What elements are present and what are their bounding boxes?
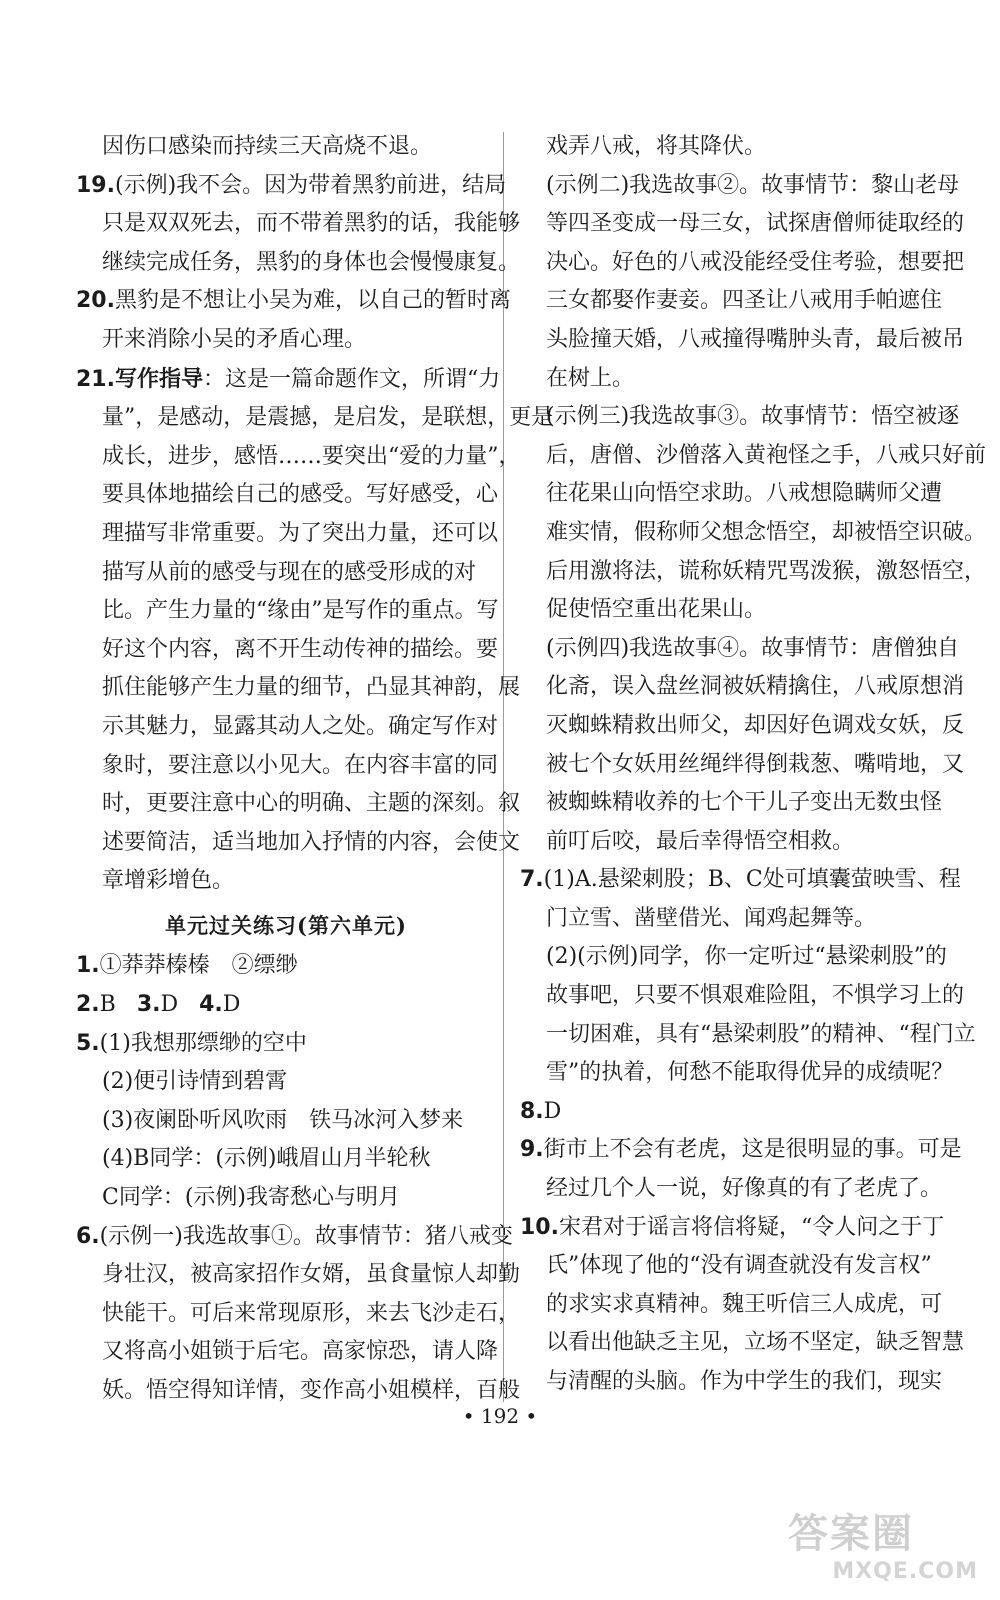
example-4-line: 灭蜘蛛精救出师父，却因好色调戏女妖，反 [546, 712, 965, 738]
example-3-line: (示例三)我选故事③。故事情节：悟空被逐 [546, 404, 960, 430]
answer-21-line: 理描写非常重要。为了突出力量，还可以 [102, 520, 499, 546]
answer-5 [76, 1025, 496, 1218]
example-3-line: 促使悟空重出花果山。 [546, 597, 767, 623]
answer-19-line: 继续完成任务，黑豹的身体也会慢慢康复。 [102, 249, 521, 275]
answer-21-line: 比。产生力量的“缘由”是写作的重点。写 [102, 598, 499, 624]
answers-2-to-4 [76, 986, 496, 1025]
answer-6-example-3 [520, 398, 987, 630]
example-4-line: 前叮后咬，最后幸得悟空相救。 [546, 828, 855, 854]
answer-20 [76, 282, 511, 359]
answer-1-text: ①莽莽榛榛 ②缥缈 [99, 953, 298, 979]
example-2-line: 等四圣变成一母三女，试探唐僧师徒取经的 [546, 211, 965, 237]
answer-21-line: 抓住能够产生力量的细节，凸显其神韵，展 [102, 675, 521, 701]
example-2-line: 决心。好色的八戒没能经受住考验，想要把 [546, 249, 965, 275]
answer-1 [76, 947, 496, 986]
answer-5-line: (1)我想那缥缈的空中 [99, 1030, 307, 1056]
answer-21-line: ：这是一篇命题作文，所谓“力 [203, 366, 501, 392]
answer-6-number: 6. [76, 1223, 100, 1249]
answer-2-number: 2. [76, 992, 100, 1018]
answer-21-line: 示其魅力，显露其动人之处。确定写作对 [102, 713, 499, 739]
answer-21-line: 好这个内容，离不开生动传神的描绘。要 [102, 636, 499, 662]
section-title: 单元过关练习(第六单元) [165, 912, 407, 938]
answer-19-number: 19. [76, 172, 115, 198]
column-divider [503, 132, 504, 1402]
answer-10-line: 与清醒的头脑。作为中学生的我们，现实 [546, 1369, 943, 1394]
answer-5-number: 5. [76, 1030, 100, 1056]
answer-5-line: (4)B同学：(示例)峨眉山月半轮秋 [102, 1146, 431, 1172]
answer-6-continuation: 戏弄八戒，将其降伏。 [546, 134, 767, 159]
example-3-line: 后，唐僧、沙僧落入黄袍怪之手，八戒只好前 [546, 442, 987, 468]
example-3-line: 后用激将法，谎称妖精咒骂泼猴，激怒悟空， [546, 558, 987, 584]
example-4-line: 被蜘蛛精收养的七个干儿子变出无数虫怪 [546, 790, 943, 816]
answer-5-line: (2)便引诗情到碧霄 [102, 1069, 288, 1095]
answer-8-text: D [543, 1098, 562, 1124]
answer-6-line: (示例一)我选故事①。故事情节：猪八戒变 [99, 1223, 513, 1249]
answer-3-text: D [160, 992, 179, 1018]
answer-21-line: 描写从前的感受与现在的感受形成的对 [102, 559, 477, 585]
example-3-line: 难实情，假称师父想念悟空，却被悟空识破。 [546, 519, 987, 545]
answer-5-line: C同学：(示例)我寄愁心与明月 [102, 1185, 400, 1211]
answer-7 [520, 861, 976, 1093]
answer-7-line: 雪”的执着，何愁不能取得优异的成绩呢？ [546, 1060, 954, 1086]
answer-7-number: 7. [520, 867, 544, 893]
answer-6-line: 身壮汉，被高家招作女婿，虽食量惊人却勤 [102, 1262, 521, 1288]
answer-6-example-4 [520, 630, 965, 862]
answer-10-line: 宋君对于谣言将信将疑，“令人问之于丁 [558, 1214, 945, 1240]
answer-7-line: 故事吧，只要不惧艰难险阻，不惧学习上的 [546, 983, 965, 1009]
answer-10 [520, 1209, 965, 1402]
answer-21-line: 述要简洁，适当地加入抒情的内容，会使文 [102, 829, 521, 855]
answer-9-line: 街市上不会有老虎，这是很明显的事。可是 [543, 1137, 962, 1163]
answer-10-number: 10. [520, 1214, 559, 1240]
answer-8 [520, 1093, 950, 1132]
answer-19-line: 只是双双死去，而不带着黑豹的话，我能够 [102, 211, 521, 237]
example-2-line: 在树上。 [546, 365, 635, 391]
answer-21-line: 时，更要注意中心的明确、主题的深刻。叙 [102, 791, 521, 817]
example-4-line: (示例四)我选故事④。故事情节：唐僧独自 [546, 635, 960, 661]
page-number: • 192 • [462, 1404, 538, 1428]
answer-6 [76, 1218, 521, 1411]
answer-4-number: 4. [199, 992, 223, 1018]
q18-tail: 因伤口感染而持续三天高烧不退。 [102, 134, 433, 159]
answer-6-example-2 [520, 167, 965, 399]
example-3-line: 往花果山向悟空求助。八戒想隐瞒师父遭 [546, 481, 943, 507]
answer-4-text: D [222, 992, 241, 1018]
answer-7-line: (2)(示例)同学，你一定听过“悬梁刺股”的 [546, 944, 947, 970]
answer-5-line: (3)夜阑卧听风吹雨 铁马冰河入梦来 [102, 1107, 464, 1133]
answer-6-line: 快能干。可后来常现原形，来去飞沙走石， [102, 1300, 521, 1326]
answer-8-number: 8. [520, 1098, 544, 1124]
answer-21-line: 章增彩增色。 [102, 868, 235, 894]
site-watermark [788, 1502, 978, 1584]
example-4-line: 化斋，误入盘丝洞被妖精擒住，八戒原想消 [546, 674, 965, 700]
answer-21-line: 量”，是感动，是震撼，是启发，是联想，更是 [102, 405, 554, 431]
answer-7-line: (1)A.悬梁刺股；B、C处可填囊萤映雪、程 [543, 867, 961, 893]
right-column [520, 128, 987, 1402]
answer-2-text: B [99, 992, 116, 1018]
answer-9-number: 9. [520, 1137, 544, 1163]
writing-guide-label: 写作指导 [114, 365, 203, 392]
watermark-url: MXQE.COM [832, 1559, 978, 1584]
example-4-line: 被七个女妖用丝绳绊得倒栽葱、嘴啃地，又 [546, 751, 965, 777]
example-2-line: 头脸撞天婚，八戒撞得嘴肿头青，最后被吊 [546, 326, 965, 352]
answer-10-line: 氏”体现了他的“没有调查就没有发言权” [546, 1253, 932, 1279]
answer-3-number: 3. [136, 992, 161, 1018]
answer-9 [520, 1131, 962, 1208]
answer-19 [76, 167, 521, 283]
watermark-logo-text: 答案圈 [788, 1511, 914, 1557]
answer-21-number: 21. [76, 366, 115, 392]
answer-6-line: 又将高小姐锁于后宅。高家惊恐，请人降 [102, 1339, 499, 1365]
answer-1-number: 1. [76, 953, 100, 979]
answer-9-line: 经过几个人一说，好像真的有了老虎了。 [546, 1176, 943, 1202]
answer-10-line: 以看出他缺乏主见，立场不坚定，缺乏智慧 [546, 1330, 965, 1356]
answer-21 [76, 360, 554, 901]
answer-10-line: 的求实求真精神。魏王听信三人成虎，可 [546, 1291, 943, 1317]
answer-20-number: 20. [76, 288, 115, 314]
answer-20-line: 开来消除小吴的矛盾心理。 [102, 326, 367, 352]
answer-7-line: 门立雪、凿壁借光、闻鸡起舞等。 [546, 905, 877, 931]
example-2-line: 三女都娶作妻妾。四圣让八戒用手帕遮住 [546, 288, 943, 314]
answer-20-line: 黑豹是不想让小吴为难，以自己的暂时离 [114, 288, 511, 314]
answer-21-line: 成长，进步，感悟……要突出“爱的力量”， [102, 443, 521, 469]
answer-6-line: 妖。悟空得知详情，变作高小姐模样，百般 [102, 1378, 521, 1403]
answer-19-line: (示例)我不会。因为带着黑豹前进，结局 [114, 172, 507, 198]
answer-21-line: 要具体地描绘自己的感受。写好感受，心 [102, 482, 499, 508]
answer-7-line: 一切困难，具有“悬梁刺股”的精神、“程门立 [546, 1021, 976, 1047]
example-2-line: (示例二)我选故事②。故事情节：黎山老母 [546, 172, 960, 198]
answer-21-line: 象时，要注意以小见大。在内容丰富的同 [102, 752, 499, 778]
